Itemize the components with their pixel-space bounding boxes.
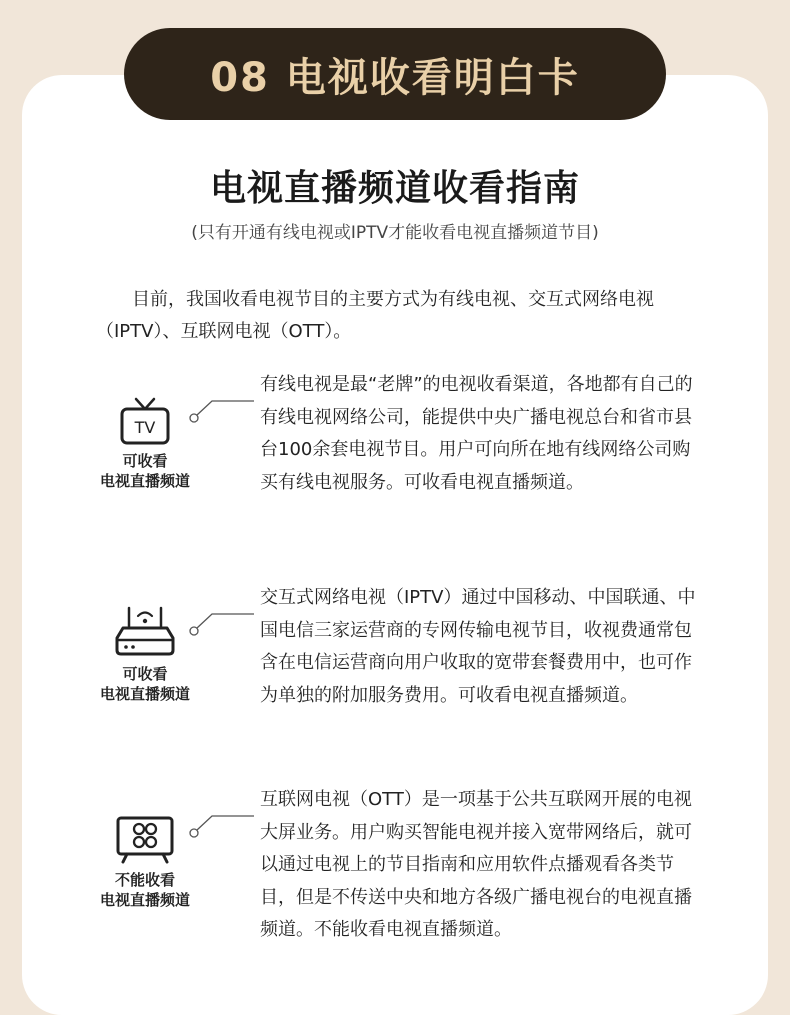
- connector-line-icon: [186, 385, 256, 425]
- iptv-label-line1: 可收看: [122, 665, 168, 683]
- intro-text: 目前，我国收看电视节目的主要方式为有线电视、交互式网络电视（IPTV）、互联网电视（OTT）。: [96, 289, 654, 342]
- ott-label-line1: 不能收看: [114, 871, 175, 889]
- ott-description: [260, 784, 700, 947]
- iptv-label-line2: 电视直播频道: [99, 685, 190, 703]
- page-title: 电视直播频道收看指南: [209, 168, 580, 209]
- section-banner: [124, 28, 666, 120]
- ott-label-line2: 电视直播频道: [99, 891, 190, 909]
- cable-tv-label: [90, 451, 200, 491]
- connector-line-icon: [186, 598, 256, 638]
- iptv-icon-box: [90, 602, 200, 704]
- ott-description-text: 互联网电视（OTT）是一项基于公共互联网开展的电视大屏业务。用户购买智能电视并接入宽带网络后，就可以通过电视上的节目指南和应用软件点播观看各类节目，但是不传送中央和地方各级广播电视台的电视直播频道。不能收看电视直播频道。: [260, 789, 692, 940]
- ott-icon-box: [90, 814, 200, 910]
- cable-tv-icon-box: [90, 397, 200, 491]
- smart-tv-icon: [113, 814, 177, 866]
- cable-tv-description: [260, 369, 700, 499]
- cable-tv-description-text: 有线电视是最“老牌”的电视收看渠道，各地都有自己的有线电视网络公司，能提供中央广播电视总台和省市县台100余套电视节目。用户可向所在地有线网络公司购买有线电视服务。可收看电视直播频道。: [260, 374, 693, 493]
- iptv-label: [90, 664, 200, 704]
- ott-label: [90, 870, 200, 910]
- page-subtitle: (只有开通有线电视或IPTV才能收看电视直播频道节目): [191, 223, 599, 243]
- connector-line-icon: [186, 800, 256, 840]
- tv-icon-text: TV: [134, 418, 156, 437]
- tv-icon: [117, 397, 173, 447]
- iptv-description-text: 交互式网络电视（IPTV）通过中国移动、中国联通、中国电信三家运营商的专网传输电视节目，收视费通常包含在电信运营商向用户收取的宽带套餐费用中，也可作为单独的附加服务费用。可收看电视直播频道。: [260, 587, 696, 706]
- router-icon: [113, 602, 177, 660]
- iptv-description: [260, 582, 700, 712]
- banner-title: 08 电视收看明白卡: [210, 54, 580, 101]
- cable-tv-label-line1: 可收看: [122, 452, 168, 470]
- cable-tv-label-line2: 电视直播频道: [99, 472, 190, 490]
- intro-paragraph: [96, 284, 700, 348]
